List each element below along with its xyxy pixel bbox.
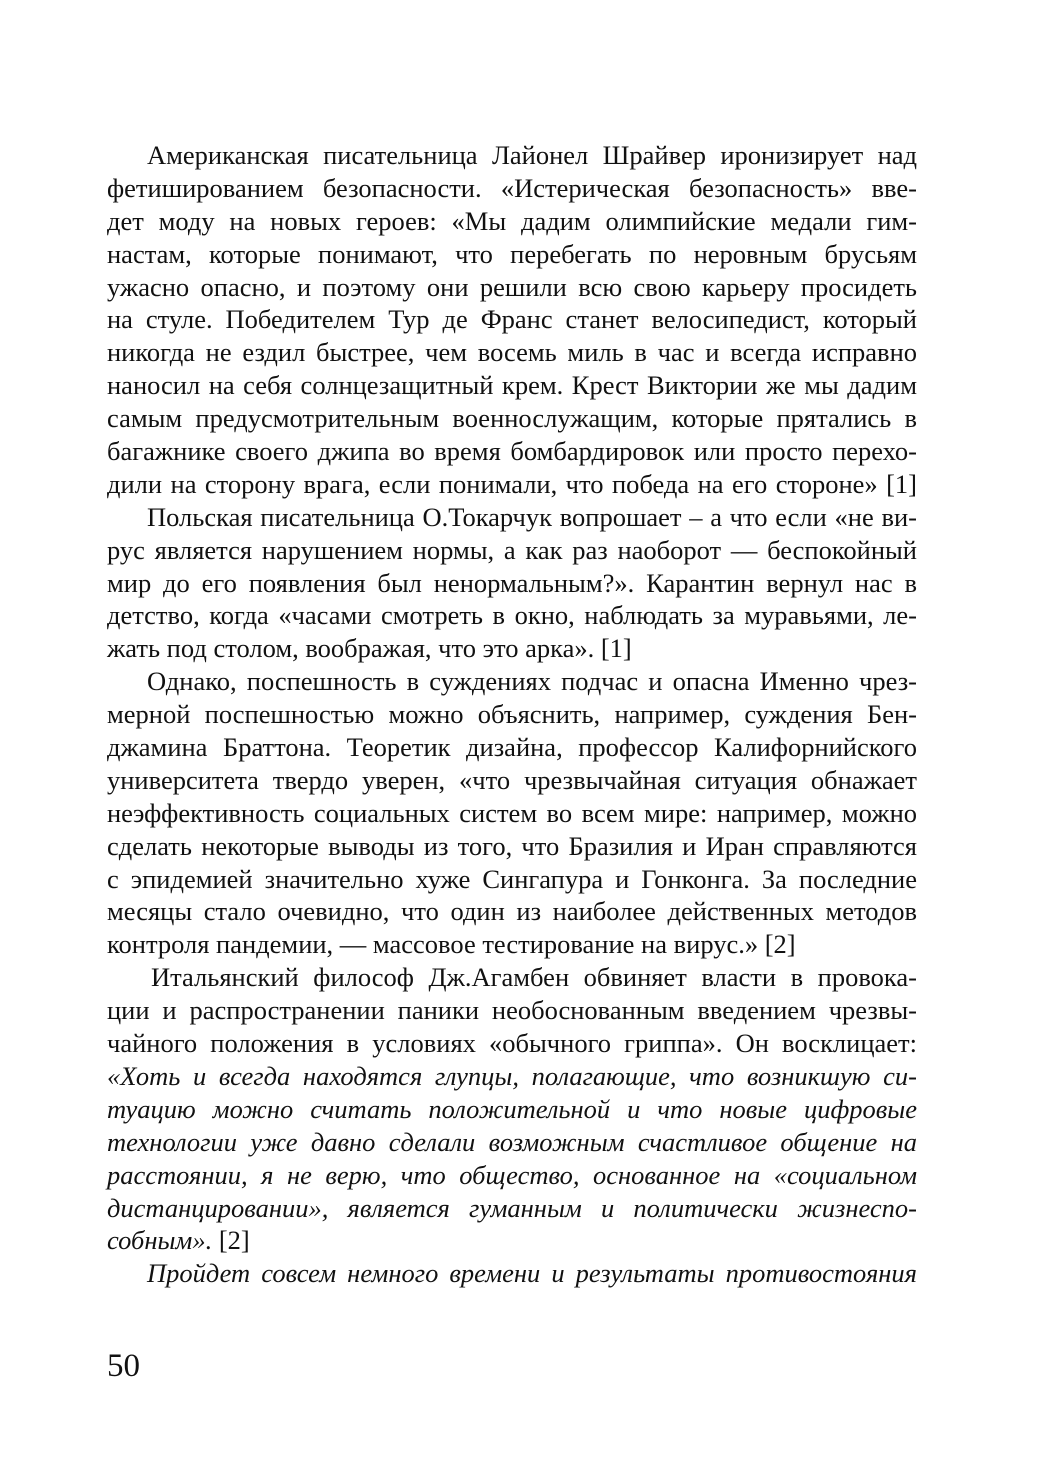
paragraph-bratton: [107, 665, 917, 961]
text-line: контроля пандемии, — массовое тестирование на вирус.» [2]: [107, 929, 796, 960]
quote-line: туацию можно считать положительной и что новые цифровые: [107, 1093, 917, 1124]
text-line: дили на сторону врага, если понимали, что победа на его стороне» [1]: [107, 468, 917, 499]
text-line: мерной поспешностью можно объяснить, например, суждения Бен-: [107, 699, 917, 730]
text-line: рус является нарушением нормы, а как раз наоборот — беспокойный: [107, 534, 917, 565]
quote-end: собным».: [107, 1225, 213, 1256]
text-line: чайного положения в условиях «обычного гриппа». Он восклицает:: [107, 1028, 917, 1059]
text-line: на стуле. Победителем Тур де Франс станет велосипедист, который: [107, 304, 917, 335]
text-line: сделать некоторые выводы из того, что Бразилия и Иран справляются: [107, 830, 917, 861]
text-line: Американская писательница Лайонел Шрайвер иронизирует над: [147, 140, 917, 170]
quote-line: расстоянии, я не верю, что общество, основанное на «социальном: [107, 1159, 917, 1190]
text-line: Итальянский философ Дж.Агамбен обвиняет власти в провока-: [151, 962, 917, 993]
text-line: наносил на себя солнцезащитный крем. Крест Виктории же мы дадим: [107, 370, 917, 401]
text-line: фетишированием безопасности. «Истерическая безопасность» вве-: [107, 172, 917, 203]
text-line: Пройдет совсем немного времени и результаты противостояния: [147, 1258, 917, 1289]
text-line: неэффективность социальных систем во всем мире: например, можно: [107, 797, 917, 828]
quote-last-line: [107, 1224, 917, 1257]
page-number: 50: [107, 1348, 140, 1384]
text-line: жать под столом, воображая, что это арка». [1]: [107, 633, 632, 664]
text-line: Польская писательница О.Токарчук вопрошает – а что если «не ви-: [147, 501, 917, 532]
text-line: ции и распространении паники необоснованным введением чрезвы-: [107, 995, 917, 1026]
text-line: месяцы стало очевидно, что один из наиболее действенных методов: [107, 896, 917, 927]
quote-line: дистанцировании», является гуманным и политически жизнеспо-: [107, 1192, 917, 1223]
text-line: детство, когда «часами смотреть в окно, наблюдать за муравьями, ле-: [107, 600, 917, 631]
text-line: дет моду на новых героев: «Мы дадим олимпийские медали гим-: [107, 205, 917, 236]
text-line: настам, которые понимают, что перебегать по неровным брусьям: [107, 238, 917, 269]
text-line: университета твердо уверен, «что чрезвычайная ситуация обнажает: [107, 764, 917, 795]
page-body: [107, 139, 917, 1290]
paragraph-conclusion: [107, 1257, 917, 1290]
text-line: мир до его появления был ненормальным?». Карантин вернул нас в: [107, 567, 917, 598]
paragraph-tokarczuk: [107, 501, 917, 665]
text-line: багажнике своего джипа во время бомбардировок или просто перехо-: [107, 436, 917, 467]
paragraph-agamben: [107, 961, 917, 1257]
text-line: никогда не ездил быстрее, чем восемь миль в час и всегда исправно: [107, 337, 917, 368]
text-line: ужасно опасно, и поэтому они решили всю свою карьеру просидеть: [107, 271, 917, 302]
quote-line: «Хоть и всегда находятся глупцы, полагающие, что возникшую си-: [107, 1060, 917, 1091]
quote-line: технологии уже давно сделали возможным счастливое общение на: [107, 1126, 917, 1157]
text-line: Однако, поспешность в суждениях подчас и опасна Именно чрез-: [147, 666, 917, 697]
text-line: с эпидемией значительно хуже Сингапура и Гонконга. За последние: [107, 863, 917, 894]
citation-ref: [2]: [212, 1225, 250, 1256]
paragraph-shriver: [107, 139, 917, 501]
text-line: самым предусмотрительным военнослужащим, которые прятались в: [107, 403, 917, 434]
text-line: джамина Браттона. Теоретик дизайна, профессор Калифорнийского: [107, 732, 917, 763]
